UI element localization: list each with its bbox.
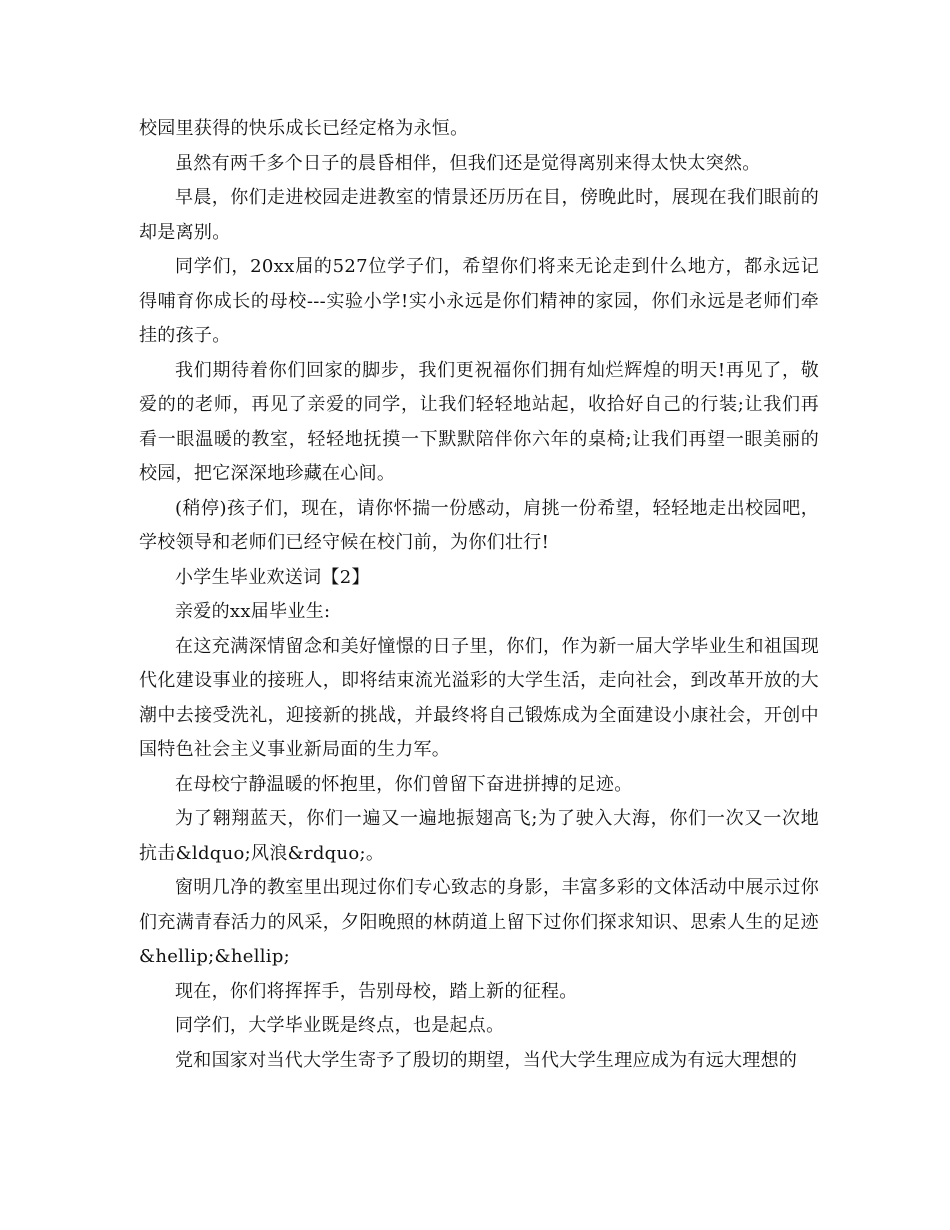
paragraph: 为了翱翔蓝天，你们一遍又一遍地振翅高飞;为了驶入大海，你们一次又一次地抗击&ldquo;风浪&rdquo;。 (139, 808, 819, 864)
paragraph: 我们期待着你们回家的脚步，我们更祝福你们拥有灿烂辉煌的明天!再见了，敬爱的的老师，再见了亲爱的同学，让我们轻轻地站起，收拾好自己的行装;让我们再看一眼温暖的教室，轻轻地抚摸一下默默陪伴你六年的桌椅;让我们再望一眼美丽的校园，把它深深地珍藏在心间。 (139, 359, 819, 484)
paragraph-continuation: 校园里获得的快乐成长已经定格为永恒。 (139, 118, 469, 139)
paragraph: 同学们，20xx届的527位学子们，希望你们将来无论走到什么地方，都永远记得哺育你成长的母校---实验小学!实小永远是你们精神的家园，你们永远是老师们牵挂的孩子。 (139, 256, 819, 346)
paragraph: 在这充满深情留念和美好憧憬的日子里，你们，作为新一届大学毕业生和祖国现代化建设事业的接班人，即将结束流光溢彩的大学生活，走向社会，到改革开放的大潮中去接受洗礼，迎接新的挑战，并最终将自己锻炼成为全面建设小康社会，开创中国特色社会主义事业新局面的生力军。 (139, 635, 819, 760)
paragraph: (稍停)孩子们，现在，请你怀揣一份感动，肩挑一份希望，轻轻地走出校园吧，学校领导和老师们已经守候在校门前，为你们壮行! (139, 497, 819, 553)
paragraph: 早晨，你们走进校园走进教室的情景还历历在目，傍晚此时，展现在我们眼前的却是离别。 (139, 187, 819, 243)
paragraph: 在母校宁静温暖的怀抱里，你们曾留下奋进拼搏的足迹。 (175, 773, 633, 795)
paragraph: 现在，你们将挥挥手，告别母校，踏上新的征程。 (175, 980, 578, 1002)
salutation: 亲爱的xx届毕业生: (175, 601, 331, 622)
document-body (139, 112, 819, 1078)
paragraph: 同学们，大学毕业既是终点，也是起点。 (175, 1015, 505, 1036)
section-heading: 小学生毕业欢送词【2】 (175, 566, 370, 588)
paragraph: 党和国家对当代大学生寄予了殷切的期望，当代大学生理应成为有远大理想的 (175, 1049, 798, 1071)
paragraph: 窗明几净的教室里出现过你们专心致志的身影，丰富多彩的文体活动中展示过你们充满青春活力的风采，夕阳晚照的林荫道上留下过你们探求知识、思索人生的足迹&hellip;&hellip; (139, 877, 819, 967)
paragraph: 虽然有两千多个日子的晨昏相伴，但我们还是觉得离别来得太快太突然。 (175, 152, 761, 174)
